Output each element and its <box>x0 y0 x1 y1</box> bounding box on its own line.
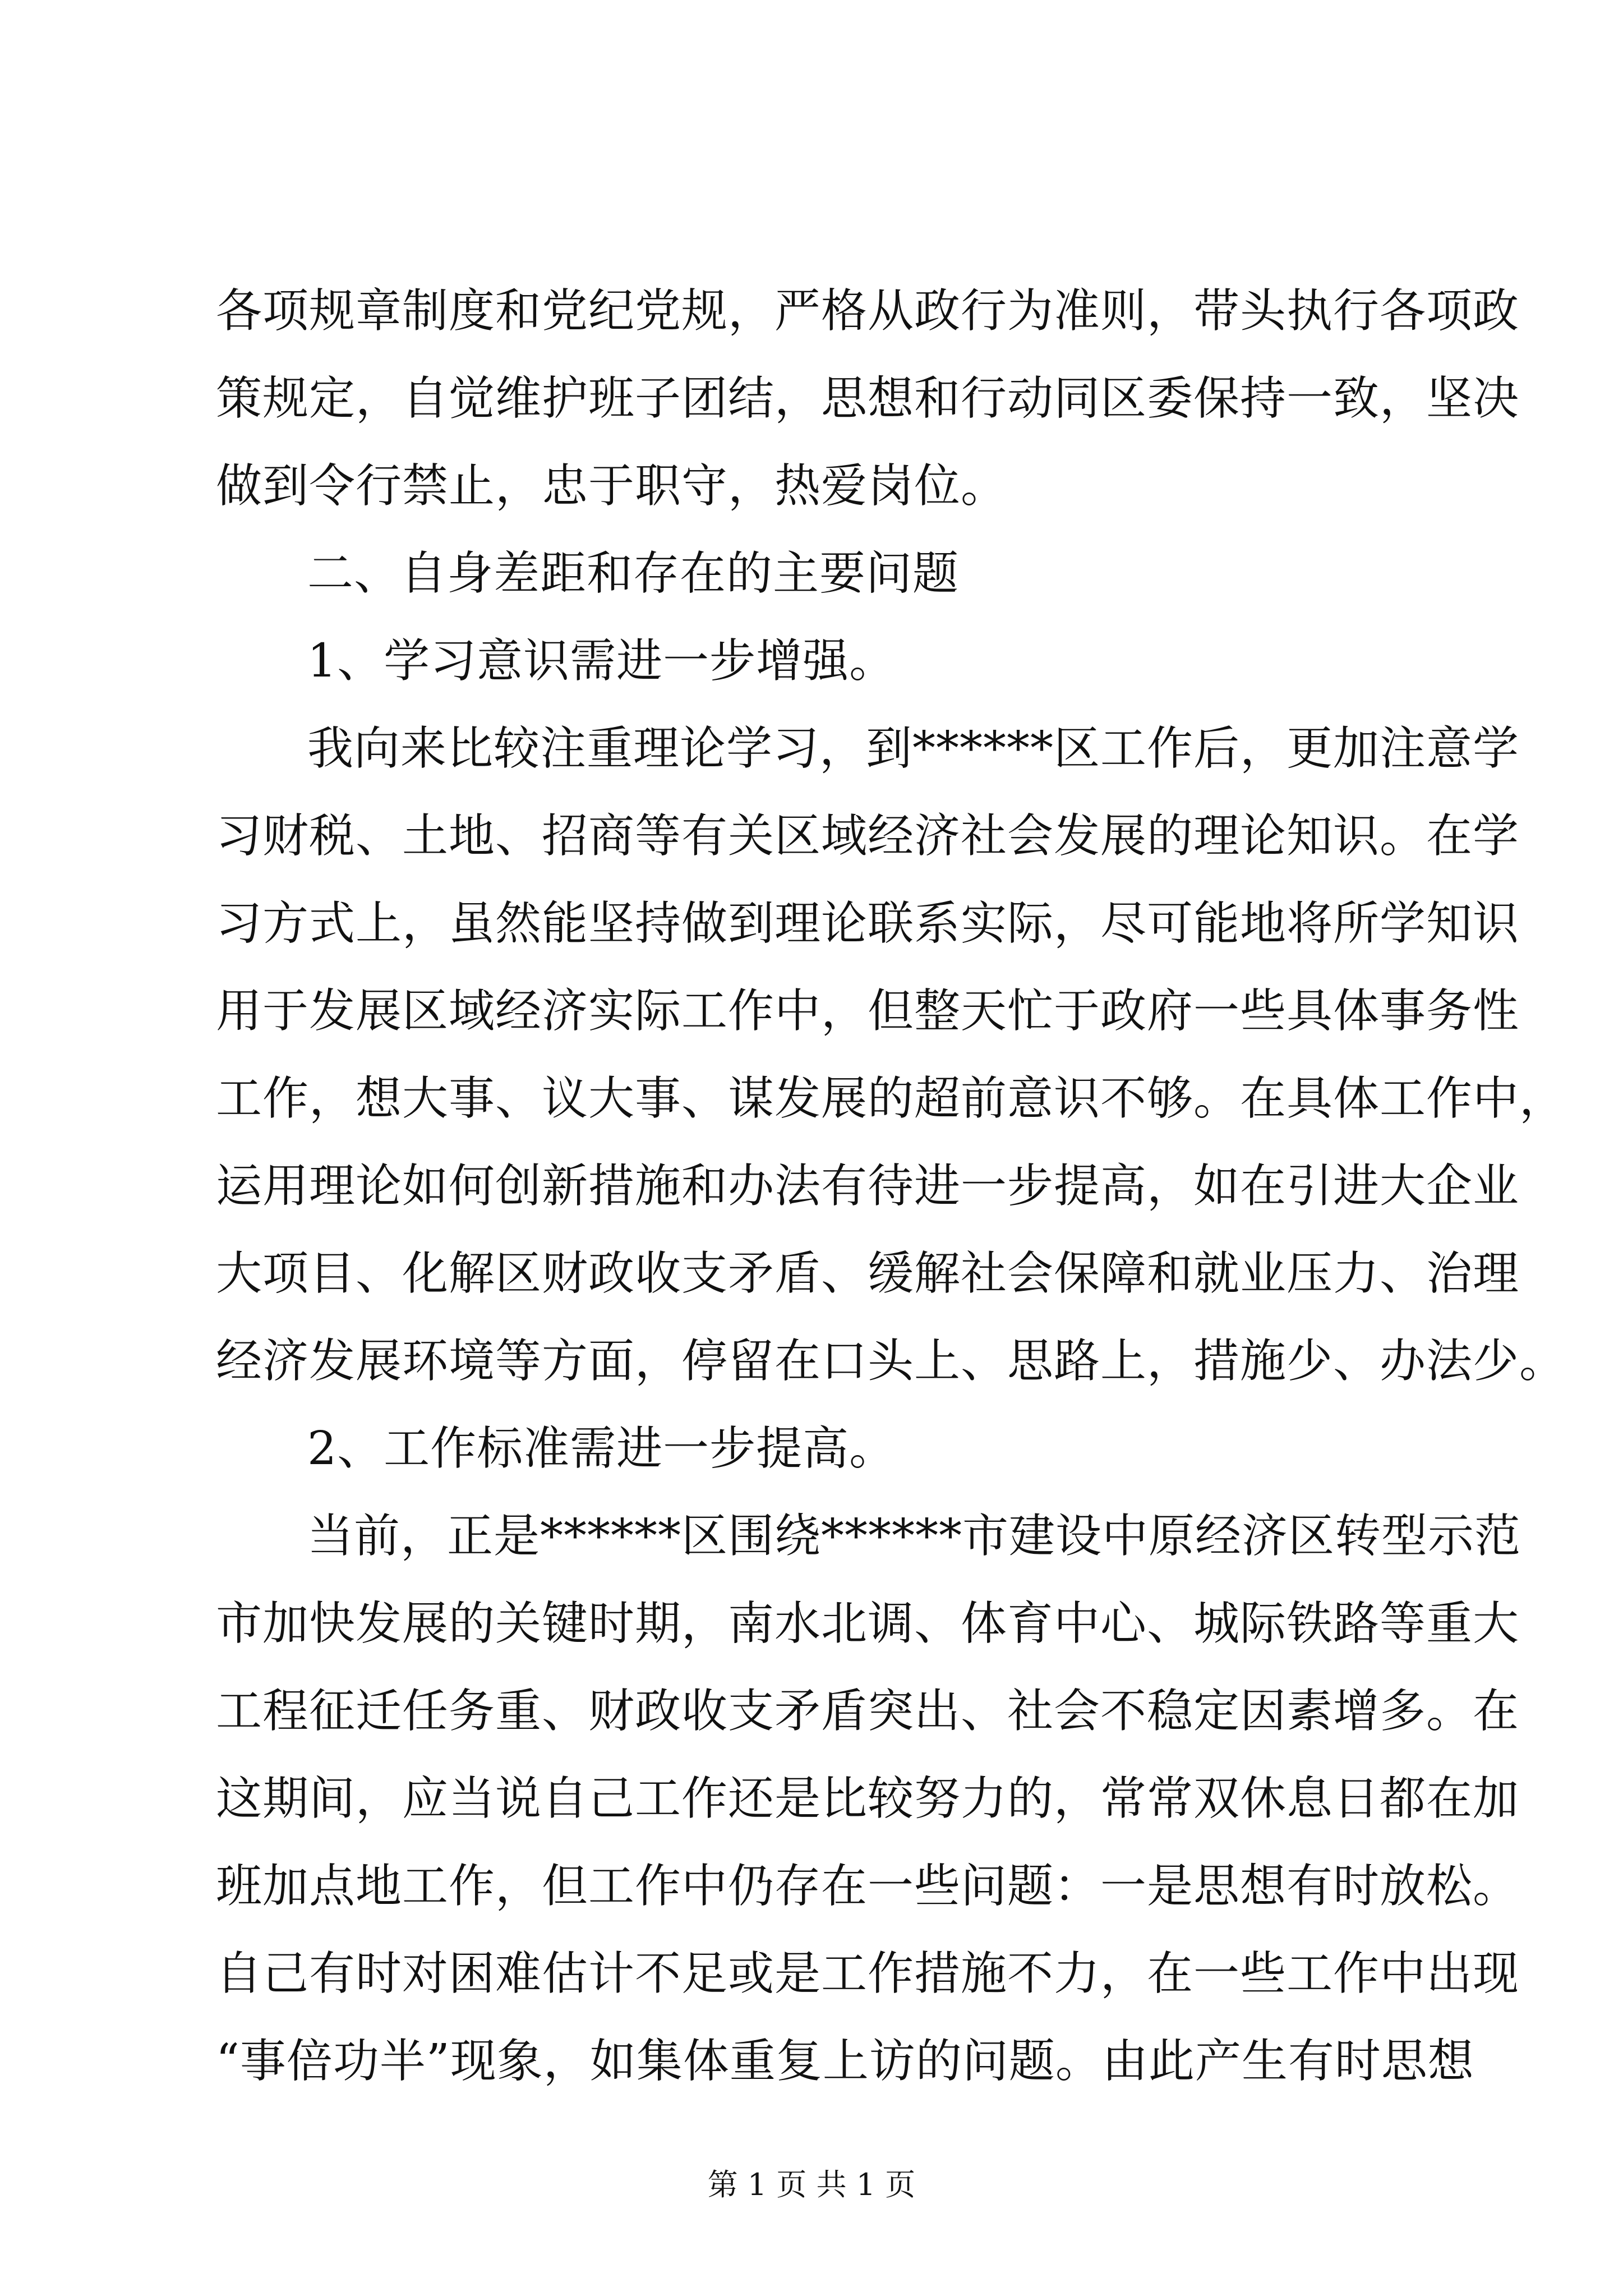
text-line: “事倍功半”现象，如集体重复上访的问题。由此产生有时思想 <box>216 2035 1474 2088</box>
subsection-heading: 1、学习意识需进一步增强。 <box>307 634 896 688</box>
text-line: 大项目、化解区财政收支矛盾、缓解社会保障和就业压力、治理 <box>216 1247 1520 1300</box>
text-line: 市加快发展的关键时期，南水北调、体育中心、城际铁路等重大 <box>216 1597 1520 1650</box>
subsection-heading: 2、工作标准需进一步提高。 <box>307 1422 896 1475</box>
text-line: 做到令行禁止，忠于职守，热爱岗位。 <box>216 459 1008 513</box>
text-line: 班加点地工作，但工作中仍存在一些问题：一是思想有时放松。 <box>216 1860 1520 1913</box>
text-line: 工作，想大事、议大事、谋发展的超前意识不够。在具体工作中， <box>216 1072 1566 1125</box>
text-line: 习方式上，虽然能坚持做到理论联系实际，尽可能地将所学知识 <box>216 897 1520 950</box>
text-line: 运用理论如何创新措施和办法有待进一步提高，如在引进大企业 <box>216 1159 1520 1213</box>
text-line: 我向来比较注重理论学习，到******区工作后，更加注意学 <box>307 722 1520 775</box>
text-line: 自己有时对困难估计不足或是工作措施不力，在一些工作中出现 <box>216 1947 1520 2000</box>
text-line: 这期间，应当说自己工作还是比较努力的，常常双休息日都在加 <box>216 1772 1520 1825</box>
text-line: 工程征迁任务重、财政收支矛盾突出、社会不稳定因素增多。在 <box>216 1685 1520 1738</box>
text-line: 策规定，自觉维护班子团结，思想和行动同区委保持一致，坚决 <box>216 372 1520 425</box>
section-heading: 二、自身差距和存在的主要问题 <box>307 547 960 600</box>
text-line: 经济发展环境等方面，停留在口头上、思路上，措施少、办法少。 <box>216 1335 1566 1388</box>
text-line: 习财税、土地、招商等有关区域经济社会发展的理论知识。在学 <box>216 809 1520 863</box>
text-line: 各项规章制度和党纪党规，严格从政行为准则，带头执行各项政 <box>216 284 1520 338</box>
text-line: 用于发展区域经济实际工作中，但整天忙于政府一些具体事务性 <box>216 984 1520 1038</box>
page-footer: 第 1 页 共 1 页 <box>707 2167 916 2202</box>
text-line: 当前，正是******区围绕******市建设中原经济区转型示范 <box>307 1510 1521 1563</box>
